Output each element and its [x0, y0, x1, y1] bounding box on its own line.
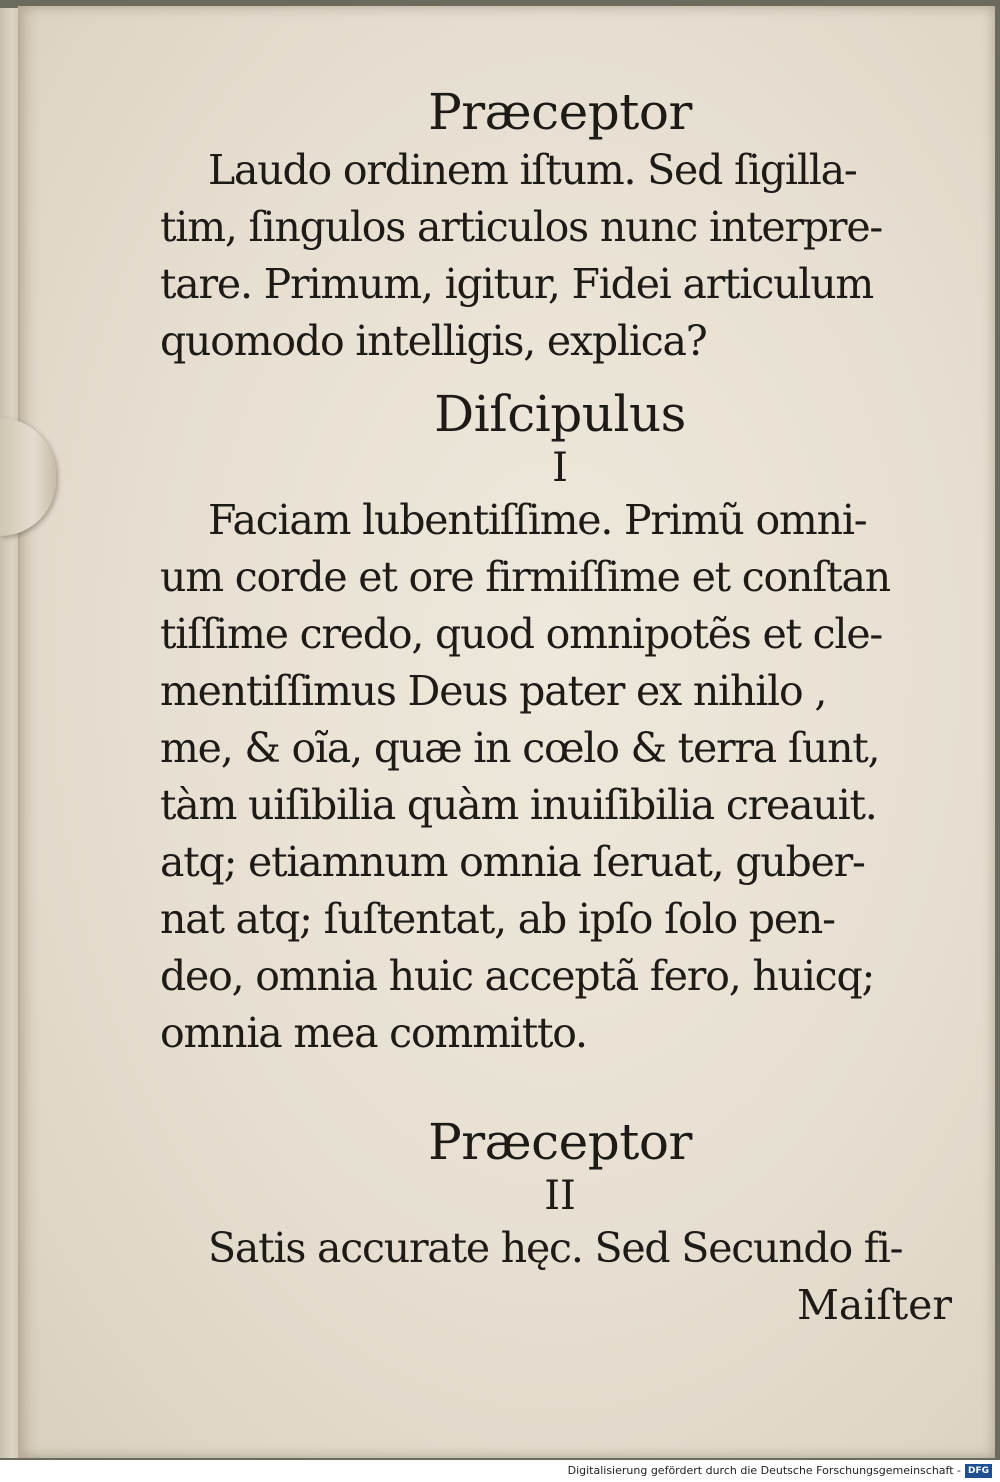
dfg-logo-icon: DFG	[965, 1464, 992, 1478]
text-line: mentiſſimus Deus pater ex nihilo ,	[160, 667, 827, 715]
text-line: me, & oĩa, quæ in cœlo & terra ſunt,	[160, 724, 880, 772]
text-line: Satis accurate hęc. Sed Secundo fi-	[208, 1224, 903, 1272]
heading-praeceptor-1: Præceptor	[428, 83, 692, 141]
text-line: tare. Primum, igitur, Fidei articulum	[160, 260, 874, 308]
text-block	[160, 82, 960, 1334]
text-line: omnia mea committo.	[160, 1009, 587, 1057]
text-line: quomodo intelligis, explica?	[160, 317, 707, 365]
text-line: tiſſime credo, quod omnipotẽs et cle-	[160, 610, 883, 658]
text-line: Laudo ordinem iſtum. Sed ſigilla-	[208, 146, 857, 194]
text-line: tim, ſingulos articulos nunc interpre-	[160, 203, 883, 251]
section-numeral-2: II	[544, 1173, 576, 1219]
text-line: tàm uiſibilia quàm inuiſibilia creauit.	[160, 781, 877, 829]
text-line: um corde et ore firmiſſime et conſtan	[160, 553, 890, 601]
text-line: nat atq; ſuſtentat, ab ipſo ſolo pen-	[160, 895, 835, 943]
section-numeral-1: I	[552, 445, 568, 491]
heading-discipulus: Diſcipulus	[434, 385, 686, 443]
footer-text: Digitalisierung gefördert durch die Deutsche Forschungsgemeinschaft -	[567, 1464, 961, 1477]
text-line: deo, omnia huic acceptã fero, huicq;	[160, 952, 875, 1000]
text-line: Faciam lubentiſſime. Primũ omni-	[208, 496, 867, 544]
heading-praeceptor-2: Præceptor	[428, 1113, 692, 1171]
text-line: atq; etiamnum omnia ſeruat, guber-	[160, 838, 865, 886]
digitization-footer	[0, 1460, 1000, 1482]
catchword: Maiſter	[796, 1281, 952, 1329]
